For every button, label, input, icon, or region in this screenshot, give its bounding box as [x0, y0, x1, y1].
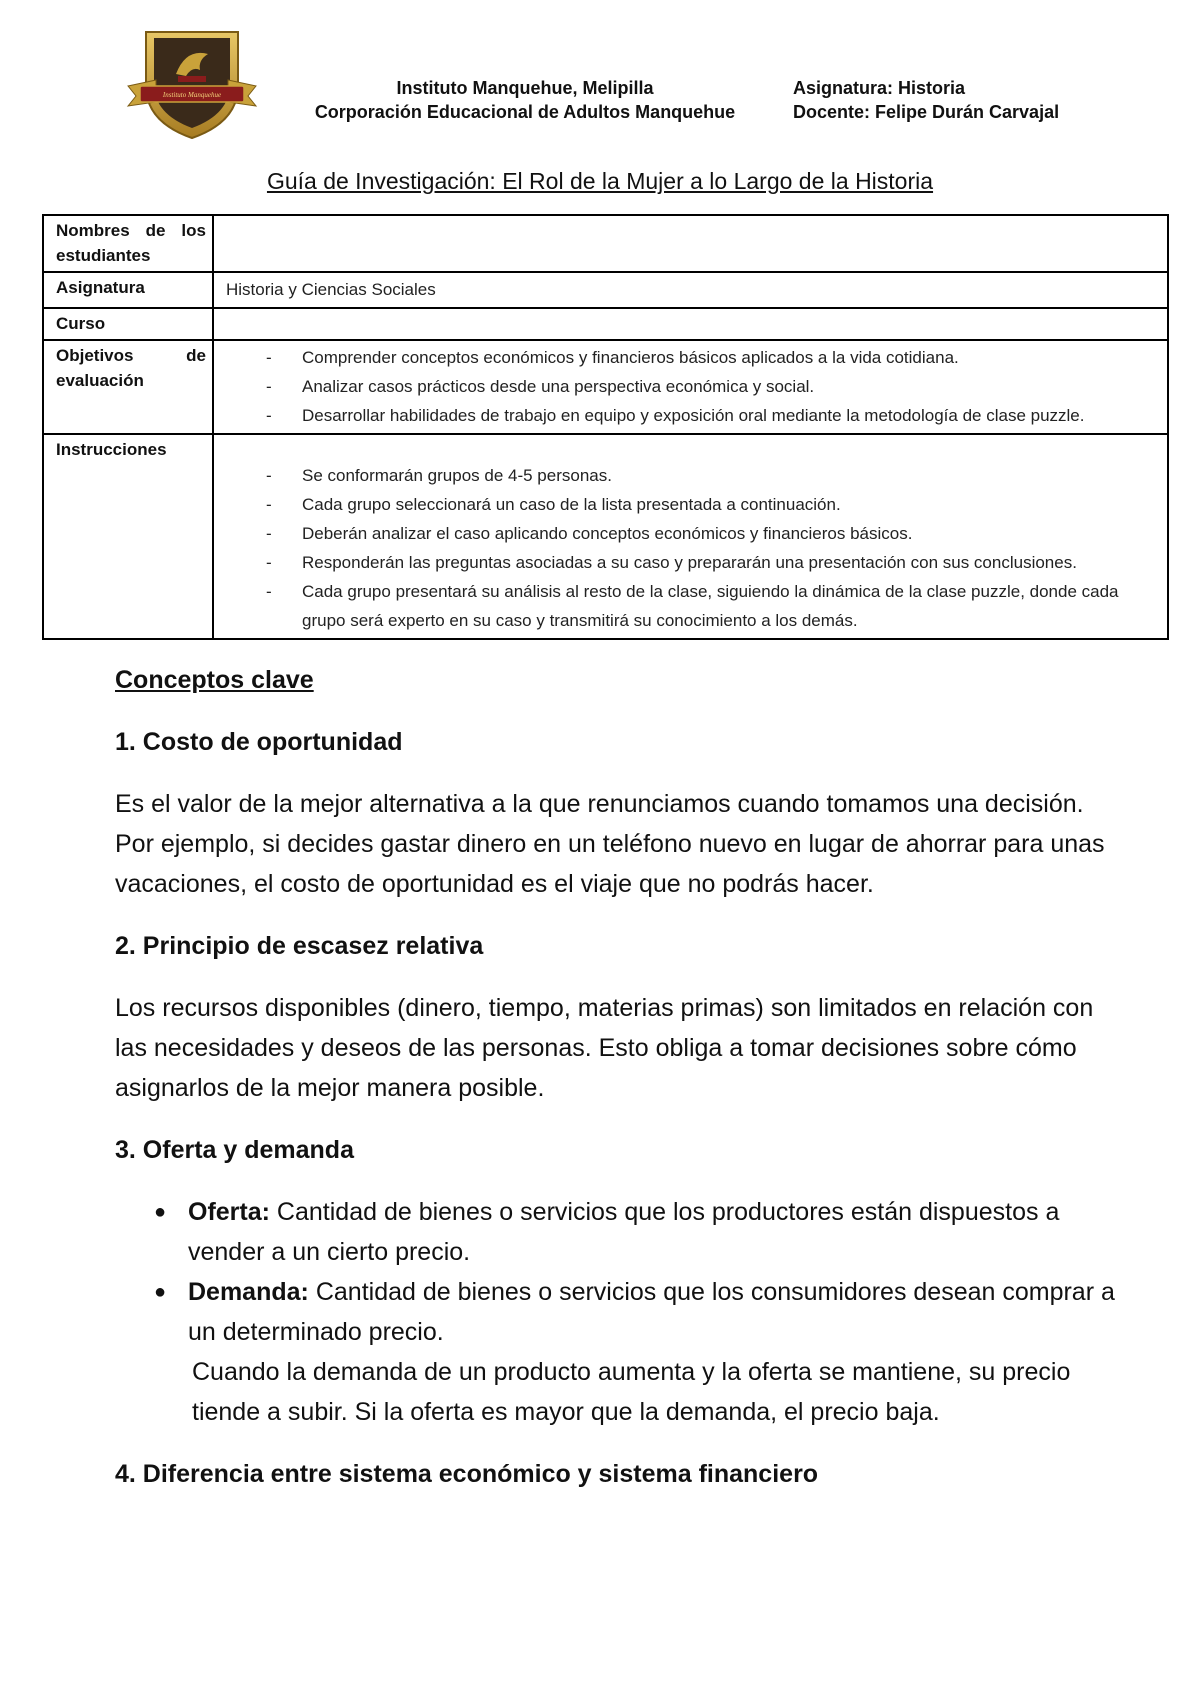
list-item: - Responderán las preguntas asociadas a su caso y prepararán una presentación con sus conclusiones.: [266, 548, 1161, 577]
info-table: [42, 214, 1169, 640]
subject-value: Historia y Ciencias Sociales: [213, 272, 1168, 308]
names-value[interactable]: [213, 215, 1168, 272]
header-institution: [290, 76, 760, 124]
course-value[interactable]: [213, 308, 1168, 340]
institute-logo: [126, 26, 258, 142]
list-item: - Se conformarán grupos de 4-5 personas.: [266, 461, 1161, 490]
table-row-course: [43, 308, 1168, 340]
key-concepts-section: [115, 660, 1115, 1516]
bullet-icon: ●: [154, 1281, 167, 1303]
list-item: - Desarrollar habilidades de trabajo en equipo y exposición oral mediante la metodología de clase puzzle.: [266, 401, 1161, 430]
list-item: - Analizar casos prácticos desde una perspectiva económica y social.: [266, 372, 1161, 401]
list-item: - Comprender conceptos económicos y financieros básicos aplicados a la vida cotidiana.: [266, 343, 1161, 372]
subject-label: Asignatura: [43, 272, 213, 308]
list-item: - Cada grupo seleccionará un caso de la lista presentada a continuación.: [266, 490, 1161, 519]
instructions-label: Instrucciones: [43, 434, 213, 639]
offer-term: Oferta:: [188, 1198, 270, 1226]
list-item-offer: [154, 1192, 1115, 1272]
guide-title: Guía de Investigación: El Rol de la Mujer a lo Largo de la Historia: [266, 168, 934, 194]
names-label: Nombres de los estudiantes: [43, 215, 213, 272]
concept-4-title: 4. Diferencia entre sistema económico y sistema financiero: [115, 1460, 819, 1488]
logo-text: Instituto Manquehue: [162, 91, 222, 99]
institute-name: Instituto Manquehue, Melipilla: [396, 78, 654, 98]
objectives-value: [213, 340, 1168, 434]
course-label: Curso: [43, 308, 213, 340]
concept-2-title: 2. Principio de escasez relativa: [115, 932, 484, 960]
bullet-icon: ●: [154, 1201, 167, 1223]
list-item: - Cada grupo presentará su análisis al resto de la clase, siguiendo la dinámica de la clase puzzle, donde cada grupo será experto en su caso y transmitirá su conocimiento a los demás.: [266, 577, 1161, 635]
concept-2-text: Los recursos disponibles (dinero, tiempo, materias primas) son limitados en relación con las necesidades y deseos de las personas. Esto obliga a tomar decisiones sobre cómo asignarlos de la mejor manera posible.: [115, 994, 1094, 1102]
objectives-label: Objetivos de evaluación: [43, 340, 213, 434]
supply-demand-note: Cuando la demanda de un producto aumenta y la oferta se mantiene, su precio tiende a subir. Si la oferta es mayor que la demanda, el precio baja.: [192, 1358, 1071, 1426]
demand-text: Cantidad de bienes o servicios que los consumidores desean comprar a un determinado precio.: [188, 1278, 1115, 1346]
demand-term: Demanda:: [188, 1278, 309, 1306]
instructions-list: [226, 461, 1161, 635]
table-row-instructions: [43, 434, 1168, 639]
concept-1-text: Es el valor de la mejor alternativa a la que renunciamos cuando tomamos una decisión. Por ejemplo, si decides gastar dinero en un teléfono nuevo en lugar de ahorrar para unas vacaciones, el costo de oportunidad es el viaje que no podrás hacer.: [115, 790, 1105, 898]
concept-3-list: [115, 1192, 1115, 1432]
subject-line: Asignatura: Historia: [793, 78, 966, 98]
list-item-demand: [154, 1272, 1115, 1432]
key-concepts-heading: Conceptos clave: [115, 666, 314, 694]
header-course-info: [793, 76, 1059, 124]
instructions-value: [213, 434, 1168, 639]
table-row-objectives: [43, 340, 1168, 434]
corporation-name: Corporación Educacional de Adultos Manquehue: [314, 102, 736, 122]
table-row-subject: [43, 272, 1168, 308]
teacher-line: Docente: Felipe Durán Carvajal: [793, 102, 1060, 122]
objectives-list: [226, 343, 1161, 430]
table-row-names: [43, 215, 1168, 272]
list-item: - Deberán analizar el caso aplicando conceptos económicos y financieros básicos.: [266, 519, 1161, 548]
concept-1-title: 1. Costo de oportunidad: [115, 728, 403, 756]
offer-text: Cantidad de bienes o servicios que los productores están dispuestos a vender a un cierto precio.: [188, 1198, 1060, 1266]
concept-3-title: 3. Oferta y demanda: [115, 1136, 354, 1164]
